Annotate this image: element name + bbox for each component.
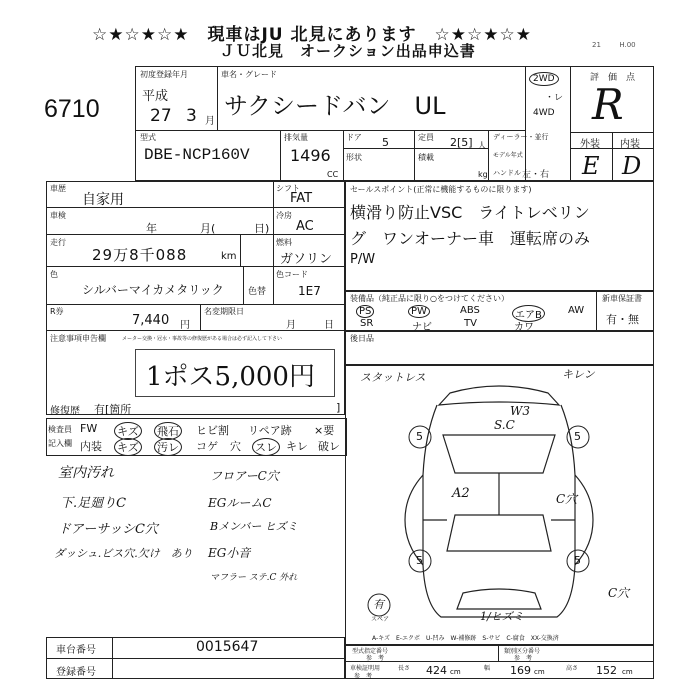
height-value: 152 <box>596 664 617 677</box>
drive-4wd: 4WD <box>533 108 555 118</box>
inspector-note-6: EGルームC <box>208 496 272 510</box>
ref-code-label: 型式指定番号 <box>352 648 389 655</box>
displacement-label: 排気量 <box>284 133 308 142</box>
notes-label: 注意事項申告欄 <box>50 334 106 343</box>
sales-point-line-2: グ ワンオーナー車 運転席のみ <box>350 229 591 248</box>
check-cut: キレ <box>286 440 308 453</box>
shift-label: シフト <box>276 184 300 193</box>
length-value: 424 <box>426 664 447 677</box>
displacement-unit: CC <box>327 170 339 179</box>
tire-rl: 5 <box>416 554 423 567</box>
exterior-grade: E <box>582 152 600 180</box>
check-dirt: 汚レ <box>154 438 182 456</box>
first-reg-year: 27 <box>150 106 172 126</box>
diagram-note-w3: W3 <box>510 404 530 418</box>
equip-navi: ナビ <box>412 322 432 333</box>
aircon-label: 冷房 <box>276 211 292 220</box>
history-value: 自家用 <box>82 192 124 208</box>
inspector-note-5: フロアーC穴 <box>210 469 279 483</box>
diagram-note-sc: S.C <box>494 418 515 432</box>
equip-tv: TV <box>464 318 477 329</box>
rating-label: 評 価 点 <box>590 73 636 83</box>
recycle-unit: 円 <box>180 320 190 331</box>
checks-row-1 <box>80 422 344 436</box>
equip-abs: ABS <box>460 305 480 316</box>
exterior-label: 外装 <box>580 139 600 150</box>
first-reg-label: 初度登録年月 <box>140 70 188 79</box>
tire-fr: 5 <box>574 430 581 443</box>
color-code-value: 1E7 <box>298 284 321 298</box>
equip-aw: AW <box>568 305 585 316</box>
check-needed: ×要 <box>314 424 335 437</box>
rear-seat-label: 後日品 <box>350 334 374 343</box>
model-code-value: DBE-NCP160V <box>144 146 250 164</box>
drive-2wd: 2WD <box>529 72 559 86</box>
drive-rev: ・レ <box>545 93 564 103</box>
lot-number: 6710 <box>44 95 100 123</box>
check-interior: 内装 <box>80 440 102 453</box>
capacity-label: 定員 <box>418 133 434 142</box>
diagram-note-kiren: キレン <box>562 368 595 381</box>
check-chip: 飛石 <box>154 422 182 440</box>
inspection-year-unit: 年 <box>146 222 157 235</box>
handle-label: ハンドル <box>493 169 521 177</box>
checks-row-2 <box>80 438 344 452</box>
header-title: ＪＵ北見 オークション出品申込書 <box>220 42 476 60</box>
shift-value: FAT <box>290 191 313 206</box>
diagram-note-c-hole-2: C穴 <box>608 586 630 600</box>
equipment-row-1 <box>350 305 594 321</box>
body-type-label: 形状 <box>346 153 362 162</box>
repair-close: ] <box>336 401 341 414</box>
inspector-note-8: EG小音 <box>208 546 251 560</box>
dealer-label: ディーラー・並行 <box>493 133 549 141</box>
first-reg-era: 平成 <box>142 89 169 104</box>
width-unit: cm <box>534 668 545 676</box>
height-unit: cm <box>622 668 633 676</box>
equip-leather: カワ <box>514 322 534 333</box>
inspection-label: 車検 <box>50 211 66 220</box>
ref-code-sub: 参 考 <box>366 655 385 662</box>
color-label: 色 <box>50 270 58 279</box>
diagram-note-distortion: 1/ヒズミ <box>480 610 524 623</box>
handle-value: 左・右 <box>522 170 550 180</box>
width-label: 幅 <box>484 665 491 672</box>
interior-label: 内装 <box>620 139 640 150</box>
tire-rr: 5 <box>574 554 581 567</box>
inspector-note-4: ダッシュ.ビス穴.欠け あり <box>54 547 193 560</box>
name-change-month-unit: 月 <box>286 320 296 331</box>
model-year-label: モデル年式 <box>493 152 523 159</box>
class-sub: 参 考 <box>514 655 533 662</box>
doors-value: 5 <box>382 136 389 149</box>
check-int-scratch: キズ <box>114 438 142 456</box>
check-burn: コゲ <box>196 440 218 453</box>
notes-stamp: 1ポス5,000円 <box>146 362 315 392</box>
equipment-row-2 <box>350 318 594 333</box>
displacement-value: 1496 <box>290 146 331 165</box>
check-scratch: キズ <box>114 422 142 440</box>
recycle-value: 7,440 <box>132 313 170 328</box>
capacity-value: 2[5] <box>450 136 473 149</box>
checks-label-1: 検査員 <box>48 425 72 434</box>
sales-point-line-3: P/W <box>350 252 376 267</box>
mileage-unit: km <box>221 251 237 262</box>
check-rub: スレ <box>252 438 280 456</box>
recycle-label: R券 <box>50 307 64 316</box>
first-reg-month: 3 <box>186 106 197 126</box>
rear-seat-box <box>345 331 654 365</box>
header-notice: ☆★☆★☆★ 現車はJU 北見にあります ☆★☆★☆★ <box>92 25 532 45</box>
diagram-legend: A-キズ E-エクボ U-凹み W-補修跡 S-サビ C-腐食 XX-交換済 <box>372 635 559 642</box>
inspection-month-unit: 月( <box>200 222 216 235</box>
sales-points-label: セールスポイント(正常に機能するものに限ります) <box>350 185 532 194</box>
car-name-value: サクシードバン UL <box>224 92 446 120</box>
doors-label: ドア <box>346 133 362 142</box>
color-value: シルバーマイカメタリック <box>82 283 224 297</box>
car-no-label: 車台番号 <box>56 645 96 656</box>
check-hole: 穴 <box>230 440 241 453</box>
height-label: 高さ <box>566 665 579 672</box>
width-value: 169 <box>510 664 531 677</box>
tire-fl: 5 <box>416 430 423 443</box>
mileage-value: 29万8千088 <box>92 246 188 264</box>
header-corner: 21 H.00 <box>592 41 636 49</box>
reg-no-label: 登録番号 <box>56 667 96 678</box>
cert-label: 車検証明用 <box>350 665 381 672</box>
diagram-note-a2: A2 <box>452 486 470 501</box>
car-diagram <box>345 365 654 645</box>
name-change-label: 名変期限日 <box>204 307 244 316</box>
spare-caption: スペア <box>371 616 390 623</box>
inspection-day-unit: 日) <box>254 222 270 235</box>
checks-label-2: 記入欄 <box>48 439 72 448</box>
notes-sub: メーター交換・冠水・事故等の修復歴がある場合は必ず記入して下さい <box>122 336 283 342</box>
history-label: 車歴 <box>50 184 66 193</box>
diagram-note-c-hole-1: C穴 <box>556 492 578 506</box>
warranty-label: 新車保証書 <box>602 294 642 303</box>
model-code-label: 型式 <box>140 133 156 142</box>
length-unit: cm <box>450 668 461 676</box>
color-tag: 色替 <box>248 287 267 297</box>
spare-label: 有 <box>373 598 384 611</box>
diagram-note-studless: スタットレス <box>360 371 426 384</box>
class-label: 類別区分番号 <box>504 648 541 655</box>
inspector-note-7: Bメンバー ヒズミ <box>210 520 298 533</box>
mileage-label: 走行 <box>50 238 66 247</box>
fuel-label: 燃料 <box>276 238 292 247</box>
inspector-note-3: ドアーサッシC穴 <box>58 522 158 537</box>
load-label: 積載 <box>418 153 434 162</box>
drive-selector <box>527 70 569 128</box>
cert-sub: 参 考 <box>354 673 373 680</box>
inspector-note-1: 室内汚れ <box>58 465 114 481</box>
repair-label: 修復歴 <box>50 406 80 417</box>
repair-value: 有[箇所 <box>94 403 132 416</box>
check-crack: ヒビ割 <box>196 424 229 437</box>
capacity-unit: 人 <box>478 141 486 150</box>
aircon-value: AC <box>296 219 314 234</box>
inspector-note-9: マフラー ステ.C 外れ <box>210 573 298 583</box>
interior-grade: D <box>622 152 642 180</box>
warranty-value: 有・無 <box>606 313 639 326</box>
equip-airbag: エアB <box>512 305 545 322</box>
equip-sr: SR <box>360 318 374 329</box>
inspector-note-2: 下.足廻りC <box>60 496 127 511</box>
sales-point-line-1: 横滑り防止VSC ライトレベリン <box>350 203 590 222</box>
equipment-label: 装備品（純正品に限り○をつけてください） <box>350 294 509 303</box>
equip-pw: PW <box>408 305 430 318</box>
color-code-label: 色コード <box>276 270 308 279</box>
check-tear: 破レ <box>318 440 340 453</box>
name-change-day-unit: 日 <box>324 320 334 331</box>
car-no-value: 0015647 <box>196 639 259 655</box>
check-repair: リペア跡 <box>248 424 292 437</box>
fuel-value: ガソリン <box>280 252 333 267</box>
check-fw: FW <box>80 422 98 435</box>
rating-value: R <box>592 80 624 129</box>
load-unit: kg <box>478 170 488 179</box>
equip-ps: PS <box>356 305 374 318</box>
car-name-label: 車名・グレード <box>221 70 277 79</box>
length-label: 長さ <box>398 665 411 672</box>
first-reg-month-unit: 月 <box>205 116 215 127</box>
